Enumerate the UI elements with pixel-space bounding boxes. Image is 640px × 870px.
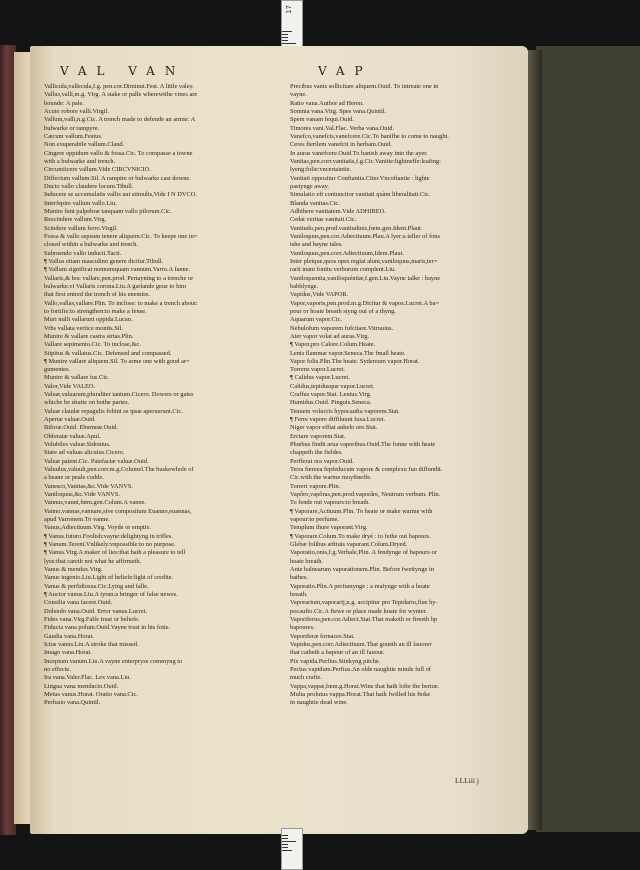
- text-line: Ratio vana.Author ad Heren.: [290, 99, 364, 107]
- text-line: Blanda vanitas.Cic.: [290, 199, 340, 207]
- text-line: bapoures.: [290, 624, 315, 632]
- text-line: Valuæ,valuarum,pluraliter tantum.Cicero. Dowers or gates: [44, 391, 194, 399]
- text-line: Vaniloquentia,vaniloquéntiæ,f.gen.Liu.Vayne talke : bayne: [290, 274, 441, 282]
- text-line: Ira vana.Valer.Flac. Lex vana.Liu.: [44, 674, 131, 682]
- text-line: that catheth a bapour of an ill fauour.: [290, 649, 385, 657]
- text-line: with a bulwarke and trench.: [44, 157, 116, 165]
- text-line: pocaufto.Cic.A ftewe or place made hoate for wynter.: [290, 607, 427, 615]
- text-line: pastynge away.: [290, 182, 329, 190]
- text-line: ishe and bayne tales.: [290, 241, 343, 249]
- text-line: Fiducia vana polum.Ouid.Vayne trust in his fotte.: [44, 624, 171, 632]
- scale-ruler-bottom: [281, 828, 303, 870]
- text-line: whiche be shutte on bothe partes.: [44, 399, 130, 407]
- page-signature: LLLiii j: [455, 776, 479, 785]
- text-line: ¶ Vaporare,Actiuum.Plin. To heate or make warme with: [290, 507, 433, 515]
- text-line: lyeng:folie:vncertaintie.: [290, 166, 352, 174]
- text-line: Torreri vapore.Plin.: [290, 482, 341, 490]
- text-line: Munire & vallare ius.Cic.: [44, 374, 110, 382]
- text-line: Vanitudo,pen.prod.vanitudinis,fœm.gen.Idem.Plaut.: [290, 224, 423, 232]
- text-line: in naughtie dead wine.: [290, 699, 348, 707]
- running-head-left: VAL VAN: [60, 64, 186, 78]
- page-edge-shadow: [528, 50, 542, 830]
- text-line: Circumiicere vallum.Vide CIRCVNICIO.: [44, 166, 151, 174]
- text-line: Templum thure vaporant.Virg.: [290, 524, 368, 532]
- text-line: Non exuperabile vallum.Claud.: [44, 141, 125, 149]
- text-line: ¶ Ferre vapore diffiluunt faxa.Lucret.: [290, 416, 386, 424]
- text-line: to fortifie:to strengthen:to make a fense.: [44, 307, 147, 315]
- text-line: Volubiles valuæ.Sidonius.: [44, 441, 111, 449]
- text-line: Diffectum vallum.Sil. A rampire or bulwarke cast downe.: [44, 174, 191, 182]
- left-column: [44, 83, 274, 708]
- text-line: Perfferat ora vapor.Ouid.: [290, 457, 354, 465]
- text-line: Cedat veritas vanitati.Cic.: [290, 216, 357, 224]
- text-line: Fossa & vallo sepsum tenere aliquem.Cic. To keepe one in=: [44, 232, 198, 240]
- text-line: Obferatæ valuæ.Apul.: [44, 432, 101, 440]
- text-line: Imago vana.Horat.: [44, 649, 92, 657]
- text-line: ¶ Vanum.Terent.Vnlikely:vnpossible:to no purpose.: [44, 541, 176, 549]
- text-line: Ducto vallo claudere locum.Tibull.: [44, 182, 134, 190]
- text-line: breath.: [290, 591, 308, 599]
- text-line: Vaniloquus,pen.cor.Adiectiuum.Plau.A lyer:a teller of fons: [290, 232, 440, 240]
- text-line: Vaporiferæ fornaces.Stat.: [290, 632, 355, 640]
- text-line: Vanefco,vanefcis,vanefcere.Cic.To banifhe to come to naught.: [290, 132, 449, 140]
- text-line: hoate breath.: [290, 557, 324, 565]
- text-line: Rescindere vallum.Virg.: [44, 216, 107, 224]
- text-line: Munire funt palpebræ tanquam vallo pilorum.Cic.: [44, 207, 172, 215]
- scale-ruler-top: [281, 0, 303, 48]
- text-line: Craffus vapor.Stat. Lenius.Virg.: [290, 391, 372, 399]
- text-line: ¶ Vanus.futuro.Foolish:vayne:delightyng in trifles.: [44, 532, 173, 540]
- text-line: Perfusio vana.Quintil.: [44, 699, 101, 707]
- text-line: Vapidus,pen.corr.Adiectiuum.That goueth an ill fauorer: [290, 640, 432, 648]
- text-line: Vanus & perfidiosus.Cic.Lying and falle.: [44, 582, 149, 590]
- text-line: a beane or peale codde.: [44, 474, 104, 482]
- text-line: Metus vanus.Horat. Oratio vana.Cic.: [44, 690, 138, 698]
- text-line: Vanus,Adiectiuum.Virg. Voyde or emptie.: [44, 524, 151, 532]
- text-line: Calidus,tepidusque vapor.Lucret.: [290, 382, 375, 390]
- text-line: Munire & vallare castra sirtas.Plin.: [44, 332, 134, 340]
- text-line: Ictus vanus.Liu.A stroke that missed.: [44, 640, 139, 648]
- text-line: ¶ Vaporare.Colum.To make dryé : to fethe out bapours.: [290, 532, 431, 540]
- text-line: Acuto robore valli.Virgil.: [44, 107, 109, 115]
- text-line: Apertæ valuæ.Ouid.: [44, 416, 96, 424]
- text-line: Cingere oppidum vallo & fossa.Cic. To compasse a towne: [44, 149, 193, 157]
- ruler-label: 17: [285, 5, 293, 14]
- text-line: Multa prolutus vappa.Horat.That hath fwilled his ftoke: [290, 690, 431, 698]
- text-line: Vanno,vannas,vannare,sive compositum Euanno,euannas,: [44, 507, 192, 515]
- text-line: that first entred the trench of his enemies.: [44, 291, 151, 299]
- text-line: chappeth the fieldes.: [290, 449, 343, 457]
- text-line: Spem vanam fequi.Ouid.: [290, 116, 354, 124]
- text-line: apud Varronem.To vanne.: [44, 516, 110, 524]
- text-line: Dolendo vana.Ouid. Error vanus.Lucret.: [44, 607, 148, 615]
- text-line: Vapor,vaporis,pen.prod.m.g.Dicitur & vapos.Lucret.A ba=: [290, 299, 440, 307]
- right-column: [290, 83, 520, 708]
- text-line: Vallum,valli,n.g.Cic. A trench made to defende an armie: A: [44, 116, 196, 124]
- text-line: Vanus ingenio.Liu.Light of beliefe:light of credite.: [44, 574, 174, 582]
- text-line: Inducere se accumulatis vallis aut stimulis,Vide I N DVCO.: [44, 191, 197, 199]
- text-line: bathes.: [290, 574, 308, 582]
- text-line: Terra fœmea fepfeducum vapore & complexu fuo diffundit.: [290, 466, 443, 474]
- text-line: Glebæ folibus æftiuis vaporant.Colum.Dryed.: [290, 541, 408, 549]
- text-line: babblynge.: [290, 282, 319, 290]
- text-line: Simulatio eft coniunctior vanitati quàm liberalitati.Cic.: [290, 191, 431, 199]
- text-line: Valuulus,valuuli,pen.corr.m.g.Columel.The huskewhole of: [44, 466, 194, 474]
- text-line: Cic.with the warme moyftneffe.: [290, 474, 372, 482]
- text-line: lyes:that careth not what he affirmeth.: [44, 557, 142, 565]
- text-line: bounde: A pale.: [44, 99, 84, 107]
- text-line: Scindere vallum ferro.Virgil.: [44, 224, 118, 232]
- text-line: Vaniloquus,pen.corr.Adiectiuum,Idem.Plaut.: [290, 249, 404, 257]
- text-line: Phœbus findit arua vaporibus.Ouid.The fonne with heate: [290, 441, 436, 449]
- text-line: Muri nulli vallarunt oppida.Lucan.: [44, 316, 133, 324]
- text-line: Pectus vapidum.Perfius.An olde naughtie minde full of: [290, 665, 431, 673]
- text-line: Valuæ patent.Cic. Patefactæ valuæ.Ouid.: [44, 457, 149, 465]
- text-line: vayne.: [290, 91, 307, 99]
- text-line: Vallus,valli,m.g. Virg. A stake or palle wherewithe vines are: [44, 91, 198, 99]
- text-line: Ante balnearum vaporationem.Plin. Before fwettynge in: [290, 566, 434, 574]
- text-line: Ater vapor volat ad auras.Virg.: [290, 332, 369, 340]
- text-line: Vallo,vallas,vallare.Plin. To inclose: to make a trench about:: [44, 299, 198, 307]
- text-line: In auras vanefcere.Ouid.To banish away into the ayer.: [290, 149, 428, 157]
- text-line: Vallaris,& hoc vallare,pen.prod. Pertayning to a trenche or: [44, 274, 194, 282]
- running-head-right: VAP: [318, 64, 373, 78]
- text-line: Vrbs vallata vertice montis.Sil.: [44, 324, 123, 332]
- text-line: Pix vapida.Perfius.Stinkyng pitche.: [290, 657, 381, 665]
- text-line: pour or hoate breath styng out of a thyng.: [290, 307, 396, 315]
- text-line: Inceptum vanum.Liu.A vayne enterpryse commyng to: [44, 657, 183, 665]
- text-line: Vapor folis.Plin.The heate. Sydereum vapor.Horat.: [290, 357, 420, 365]
- text-line: Gaudia vana.Horat.: [44, 632, 94, 640]
- text-line: ¶ Vallum significat nonnumquam vannum.Varro.A fanne.: [44, 266, 191, 274]
- text-line: ¶ Vanus.Virg.A maker of lies:that hath a pleasure to tell: [44, 549, 186, 557]
- text-line: Valor,Vide VALEO.: [44, 382, 96, 390]
- text-line: Vapôro,vapôras,pen.prod.vaporâre, Neutrum verbum. Plin.: [290, 491, 441, 499]
- text-line: no effecte.: [44, 665, 71, 673]
- text-line: Vaporarium,vaporarij,n.g. accipitur pro Tepidario,fiue hy-: [290, 599, 438, 607]
- text-line: Vannus,vanni,fœm.gen.Colum.A vanne.: [44, 499, 147, 507]
- text-line: Vappa,vappæ,fœm.g.Horat.Wine that hath lofte the bertue.: [290, 682, 440, 690]
- text-line: much crafte.: [290, 674, 322, 682]
- text-line: ¶ Calidus vapor.Lucret.: [290, 374, 350, 382]
- text-line: Torrens vapor.Lucret.: [290, 366, 346, 374]
- text-line: Subruendo vallo inducit.Tacit.: [44, 249, 122, 257]
- text-line: Consilia vana facere.Ouid.: [44, 599, 113, 607]
- text-line: Ceres fterilem vanefcit in herbam.Ouid.: [290, 141, 392, 149]
- text-line: Vanesco,Vanitas,&c.Vide VANVS.: [44, 482, 134, 490]
- text-line: Aquarum vapor.Cic.: [290, 316, 343, 324]
- text-line: Vanus & mendax.Virg.: [44, 566, 103, 574]
- text-line: Interfepire vallum vallo.Liu.: [44, 199, 117, 207]
- text-line: Adhibere vanitatem.Vide ADHIBEO.: [290, 207, 386, 215]
- text-line: ¶ Vapor,pro Calore.Colum.Heate.: [290, 341, 376, 349]
- text-line: Inter pletque,quos opes regiat alunt,vaniloquus,maris,ter=: [290, 257, 438, 265]
- text-line: To fende out vapours:to breath.: [290, 499, 370, 507]
- text-line: Fides vana.Virg.Falfe trust or beliefe.: [44, 616, 140, 623]
- text-line: ¶ Vallus etiam masculino genere dicitur.Tibull.: [44, 257, 164, 265]
- text-line: Vallare sepimento.Cic. To inclose,&c.: [44, 341, 141, 349]
- text-line: Niger vapor effiat anhelo ore.Stat.: [290, 424, 378, 432]
- text-line: bulwarke.vt Vallaris corona.Liu.A garlande geue to him: [44, 282, 187, 290]
- text-line: ¶ Auctor vanus.Liu.A tyran:a bringer of false newes.: [44, 591, 178, 599]
- text-line: gumentes.: [44, 366, 71, 374]
- text-line: Somnia vana.Virg. Spes vana.Quintil.: [290, 107, 387, 115]
- text-line: Lenis flammæ vapor.Seneca.The fmall heate.: [290, 349, 406, 357]
- text-line: Humidus.Ouid. Pinguis.Seneca.: [290, 399, 372, 407]
- text-line: Biforæ.Ouid. Eburneæ.Ouid.: [44, 424, 119, 432]
- text-line: Vallicula,vallecula,f.g. pen.cor.Diminut.Fest. A little valey.: [44, 83, 194, 90]
- text-line: Nebulofum vaporem fufcitare.Vitruuius.: [290, 324, 394, 332]
- text-line: ¶ Munire vallare aliquem.Sil. To arme one with good ar=: [44, 357, 190, 365]
- text-line: Vaporiferus,pen.cor.Adiect.Stat.That maketh or fireeth bp: [290, 616, 438, 623]
- text-line: closed within a bulwarke and trench.: [44, 241, 139, 249]
- text-line: Cæcum vallum.Festus.: [44, 132, 103, 140]
- text-line: Tenuem volucris hypocaufta vaporem.Stat.: [290, 407, 400, 415]
- text-line: Vapidus,Vide VAPOR.: [290, 291, 349, 299]
- text-line: Valuæ claudæ repagulis fobini se ipsæ aperuerunt.Cic.: [44, 407, 183, 415]
- book-cover-board: [536, 46, 640, 832]
- text-line: Vaniloquus,&c.Vide VANVS.: [44, 491, 121, 499]
- text-line: rarit inani fonitu verborum complent.Liu.: [290, 266, 396, 274]
- text-line: Vanitati oppositur Conftantia.Citer.Vncoftantie : lighte: [290, 174, 430, 182]
- text-line: Precibus vanis sollicitare aliquem.Ouid. To intreate one in: [290, 83, 439, 90]
- text-line: Stare ad valuas alicuius.Cicero.: [44, 449, 125, 457]
- text-line: Vaporatio.Plin.A perfumynge : a reafynge with a hoate: [290, 582, 430, 590]
- text-line: Stipitus & vallatus.Cic. Defensed and compassed.: [44, 349, 172, 357]
- text-line: Lingua vana mendacio.Ouid.: [44, 682, 119, 690]
- text-line: Erctare vaporem.Stat.: [290, 432, 346, 440]
- text-line: Timores vani.Val.Flac. Verba vana.Ouid.: [290, 124, 395, 132]
- text-line: Vanitas,pen.corr.vanitatis,f.g.Cic.Vanitie:lightneffe:leafing:: [290, 157, 441, 165]
- text-line: vapour:to perfume.: [290, 516, 339, 524]
- text-line: Vaporatio,onis,f.g.Verbale,Plin. A fendynge of bapours or: [290, 549, 437, 557]
- text-line: bulwarke or rampyre.: [44, 124, 100, 132]
